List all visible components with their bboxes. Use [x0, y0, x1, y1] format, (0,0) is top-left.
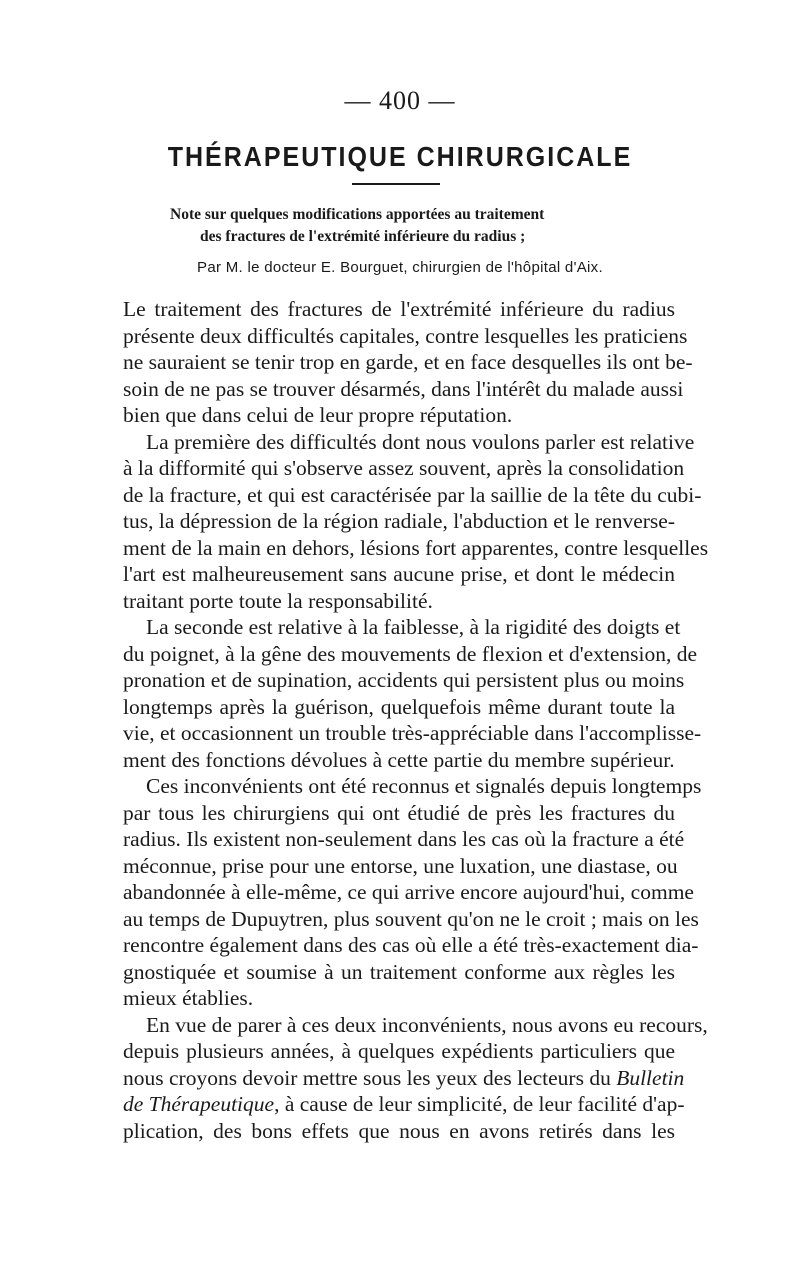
title-divider: [352, 183, 440, 185]
body-line: ment des fonctions dévolues à cette partie du membre supérieur.: [123, 747, 675, 772]
body-line: depuis plusieurs années, à quelques expédients particuliers que: [123, 1039, 675, 1063]
journal-title-part-2: de Thérapeutique: [123, 1092, 275, 1116]
body-line: longtemps après la guérison, quelquefois même durant toute la: [123, 694, 675, 719]
body-line: bien que dans celui de leur propre réputation.: [123, 403, 513, 427]
page-number: — 400 —: [344, 86, 456, 115]
article-body: [123, 296, 709, 1144]
body-line: [123, 1091, 685, 1118]
body-line: du poignet, à la gêne des mouvements de flexion et d'extension, de: [123, 641, 698, 666]
journal-title-part-1: Bulletin: [616, 1065, 685, 1090]
article-title-line-1: Note sur quelques modifications apportées au traitement: [170, 206, 545, 223]
body-line: mieux établies.: [123, 986, 254, 1010]
body-line: En vue de parer à ces deux inconvénients, nous avons eu recours,: [146, 1012, 708, 1037]
article-title-line-2: des fractures de l'extrémité inférieure du radius ;: [200, 228, 526, 245]
body-line: méconnue, prise pour une entorse, une luxation, une diastase, ou: [123, 853, 678, 878]
body-line: de la fracture, et qui est caractérisée par la saillie de la tête du cubi-: [123, 482, 702, 507]
section-title: THÉRAPEUTIQUE CHIRURGICALE: [167, 141, 633, 173]
article-byline: Par M. le docteur E. Bourguet, chirurgien de l'hôpital d'Aix.: [197, 259, 603, 276]
body-line: soin de ne pas se trouver désarmés, dans l'intérêt du malade aussi: [123, 376, 684, 401]
body-line-text: , à cause de leur simplicité, de leur facilité d'ap-: [274, 1092, 685, 1116]
body-line: ment de la main en dehors, lésions fort apparentes, contre lesquelles: [123, 535, 709, 560]
body-line: Ces inconvénients ont été reconnus et signalés depuis longtemps: [146, 774, 702, 798]
body-line: à la difformité qui s'observe assez souvent, après la consolidation: [123, 456, 685, 480]
body-line: l'art est malheureusement sans aucune prise, et dont le médecin: [123, 562, 675, 586]
body-line: La première des difficultés dont nous voulons parler est relative: [146, 429, 695, 454]
body-line: ne sauraient se tenir trop en garde, et en face desquelles ils ont be-: [123, 350, 693, 374]
body-line: radius. Ils existent non-seulement dans les cas où la fracture a été: [123, 827, 685, 851]
body-line: gnostiquée et soumise à un traitement conforme aux règles les: [123, 959, 675, 984]
body-line: vie, et occasionnent un trouble très-appréciable dans l'accomplisse-: [123, 721, 702, 745]
body-line: par tous les chirurgiens qui ont étudié de près les fractures du: [123, 800, 675, 825]
article-title: [170, 204, 670, 248]
body-line: Le traitement des fractures de l'extrémité inférieure du radius: [123, 297, 675, 321]
body-line: traitant porte toute la responsabilité.: [123, 588, 433, 613]
body-line: tus, la dépression de la région radiale, l'abduction et le renverse-: [123, 509, 675, 533]
body-line: La seconde est relative à la faiblesse, à la rigidité des doigts et: [146, 615, 681, 639]
body-line-text: nous croyons devoir mettre sous les yeux des lecteurs du: [123, 1065, 611, 1090]
body-line: plication, des bons effets que nous en avons retirés dans les: [123, 1118, 675, 1143]
body-line: abandonnée à elle-même, ce qui arrive encore aujourd'hui, comme: [123, 880, 694, 904]
body-line: présente deux difficultés capitales, contre lesquelles les praticiens: [123, 323, 688, 348]
body-line: [123, 1065, 685, 1092]
body-line: rencontre également dans des cas où elle a été très-exactement dia-: [123, 933, 699, 957]
body-line: pronation et de supination, accidents qui persistent plus ou moins: [123, 668, 685, 692]
body-line: au temps de Dupuytren, plus souvent qu'on ne le croit ; mais on les: [123, 906, 699, 931]
